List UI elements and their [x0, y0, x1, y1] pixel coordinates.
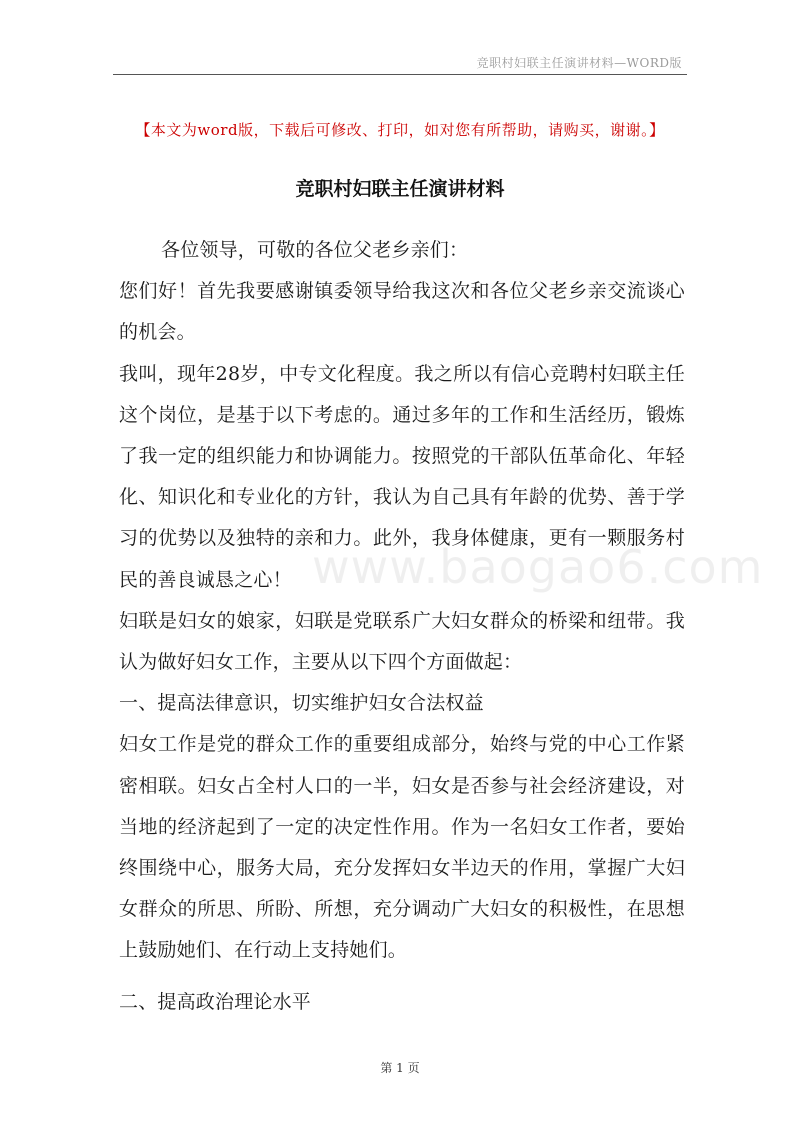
- section-heading-1: 一、提高法律意识，切实维护妇女合法权益: [119, 692, 484, 715]
- greeting-paragraph: 您们好！首先我要感谢镇委领导给我这次和各位父老乡亲交流谈心的机会。: [119, 280, 685, 344]
- header-divider: [113, 74, 687, 75]
- download-notice: 【本文为word版，下载后可修改、打印，如对您有所帮助，请购买，谢谢。】: [135, 121, 665, 139]
- self-introduction-paragraph: 我叫，现年28岁，中专文化程度。我之所以有信心竞聘村妇联主任这个岗位，是基于以下考虑的。通过多年的工作和生活经历，锻炼了我一定的组织能力和协调能力。按照党的干部队伍革命化、年轻化、知识化和专业化的方针，我认为自己具有年龄的优势、善于学习的优势以及独特的亲和力。此外，我身体健康，更有一颗服务村民的善良诚恳之心！: [119, 362, 685, 591]
- salutation: 各位领导，可敬的各位父老乡亲们：: [161, 239, 469, 261]
- watermark-text: www.baogao6.com: [312, 540, 764, 594]
- womens-federation-paragraph: 妇联是妇女的娘家，妇联是党联系广大妇女群众的桥梁和纽带。我认为做好妇女工作，主要从以下四个方面做起：: [119, 609, 685, 674]
- paragraph-spacer: [119, 972, 685, 982]
- section-heading-2: 二、提高政治理论水平: [119, 990, 312, 1013]
- document-title: 竞职村妇联主任演讲材料: [295, 178, 505, 200]
- page-header-text: 竞职村妇联主任演讲材料—WORD版: [476, 56, 682, 70]
- section-1-paragraph: 妇女工作是党的群众工作的重要组成部分，始终与党的中心工作紧密相联。妇女占全村人口的一半，妇女是否参与社会经济建设，对当地的经济起到了一定的决定性作用。作为一名妇女工作者，要始终围绕中心，服务大局，充分发挥妇女半边天的作用，掌握广大妇女群众的所思、所盼、所想，充分调动广大妇女的积极性，在思想上鼓励她们、在行动上支持她们。: [119, 733, 685, 962]
- document-body: [119, 230, 685, 1023]
- page-number: 第 1 页: [380, 1061, 420, 1075]
